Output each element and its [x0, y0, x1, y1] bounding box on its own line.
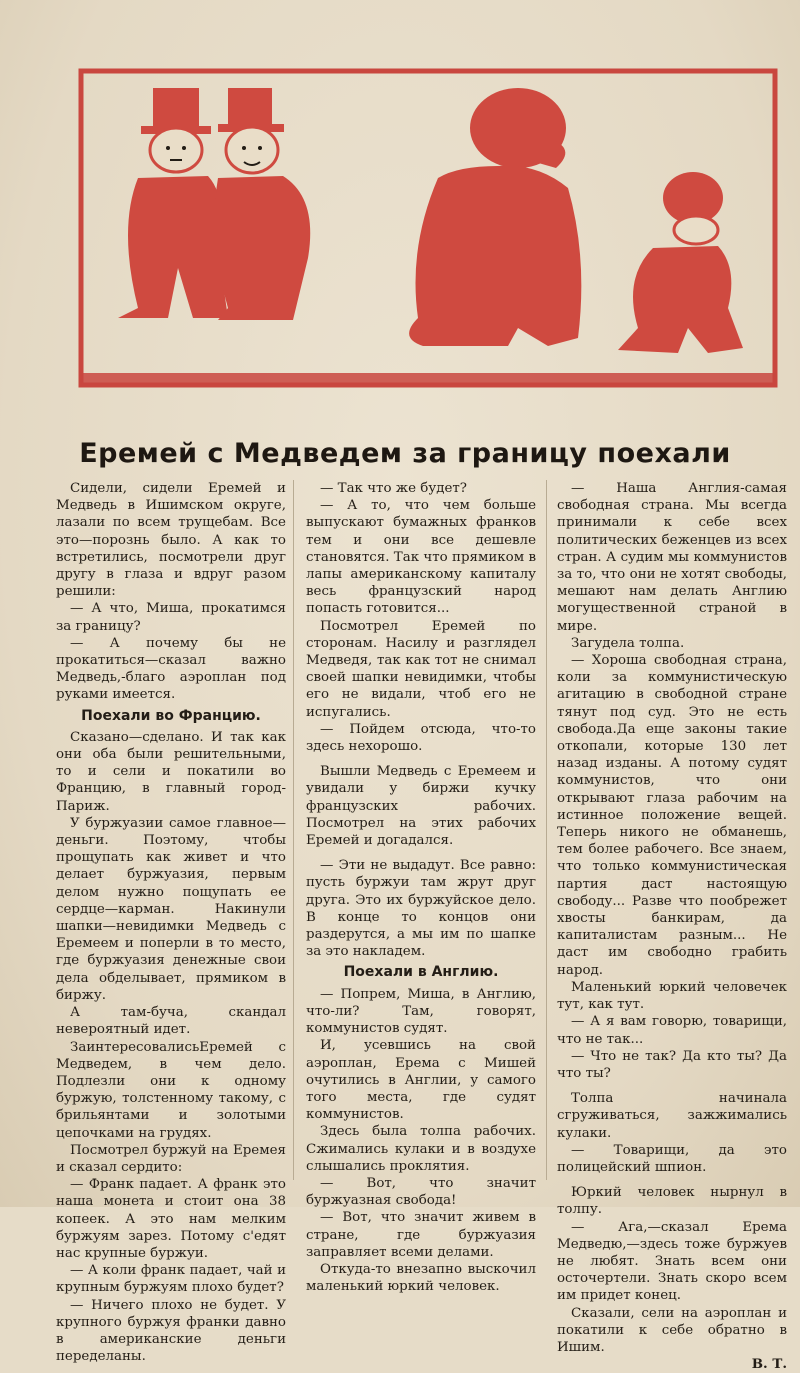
- paragraph: Толпа начинала сгруживаться, зажжимались кулаки.: [557, 1091, 787, 1141]
- illustration-base: [81, 373, 775, 385]
- paragraph: Юркий человек нырнул в толпу.: [557, 1185, 787, 1218]
- paragraph: — Ага,—сказал Ерема Медведю,—здесь тоже буржуев не любят. Знать всем они осточертели. Знать скоро всем им придет конец.: [557, 1219, 787, 1304]
- bourgeois-figure-right: [215, 88, 311, 320]
- illustration-art: [78, 68, 778, 390]
- eremey-figure: [618, 172, 743, 353]
- paragraph: — Вот, что значит буржуазная свобода!: [306, 1175, 536, 1209]
- paragraph: — А коли франк падает, чай и крупным буржуям плохо будет?: [56, 1263, 286, 1296]
- paragraph: Посмотрел буржуй на Еремея и сказал сердито:: [56, 1142, 286, 1175]
- paragraph: — Товарищи, да это полицейский шпион.: [557, 1142, 787, 1175]
- paragraph: Откуда-то внезапно выскочил маленький юркий человек.: [306, 1261, 536, 1295]
- bear-figure: [409, 88, 581, 346]
- paragraph: Здесь была толпа рабочих. Сжимались кулаки и в воздухе слышались проклятия.: [306, 1124, 536, 1174]
- paragraph: — Эти не выдадут. Все равно: пусть буржуи там жрут друг друга. Это их буржуйское дело. В конце то концов они раздерутся, а мы им по шапке за это накладем.: [306, 858, 536, 960]
- bourgeois-figure-left: [118, 88, 228, 318]
- subheading-england: Поехали в Англию.: [343, 964, 499, 981]
- paragraph: Сидели, сидели Еремей и Медведь в Ишимском округе, лазали по всем трущебам. Все это—порознь было. А как то встретились, посмотрели друг другу в глаза и вдруг разом решили:: [56, 481, 286, 600]
- article-headline: Еремей с Медведем за границу поехали: [79, 438, 731, 469]
- paragraph: — Так что же будет?: [320, 481, 467, 496]
- paragraph: — А что, Миша, прокатимся за границу?: [56, 601, 286, 634]
- paragraph: Вышли Медведь с Еремеем и увидали у биржи кучку французских рабочих. Посмотрел на этих рабочих Еремей и догадался.: [306, 764, 536, 849]
- paragraph: — Ничего плохо не будет. У крупного буржуя франки давно в американские деньги переделаны.: [56, 1297, 286, 1365]
- paragraph: Сказано—сделано. И так как они оба были решительными, то и сели и покатили во Францию, в главный город-Париж.: [56, 729, 286, 814]
- column-3: [557, 480, 787, 1373]
- paragraph: — Хороша свободная страна, коли за коммунистическую агитацию в свободной стране тянут под суд. Это не есть свобода.Да еще законы такие откопали, которые 130 лет назад изданы. А потому судят коммунистов, что они открывают глаза рабочим на истинное положение вещей. Теперь никого не обманешь, тем более рабочего. Все знаем, что только коммунистическая партия даст настоящую свободу... Разве что пообрежет хвосты банкирам, да капиталистам разным... Не даст им свободно грабить народ.: [557, 653, 787, 978]
- paragraph: Загудела толпа.: [571, 635, 685, 651]
- paragraph: Сказали, сели на аэроплан и покатили к себе обратно в Ишим.: [557, 1305, 787, 1355]
- paragraph: У буржуазии самое главное—деньги. Поэтому, чтобы прощупать как живет и что делает буржуазия, первым делом нужно пощупать ее сердце—карман. Накинули шапки—невидимки Медведь с Еремеем и поперли в то место, где буржуазия денежные свои дела обделывает, прямиком в биржу.: [56, 815, 286, 1003]
- paragraph: И, усевшись на свой аэроплан, Ерема с Мишей очутились в Англии, у самого того места, где судят коммунистов.: [306, 1038, 536, 1123]
- paragraph: — А я вам говорю, товарищи, что не так...: [557, 1014, 787, 1047]
- author-signature: В. Т.: [751, 1356, 787, 1373]
- paragraph: — А почему бы не прокатиться—сказал важно Медведь,-благо аэроплан под руками имеется.: [56, 635, 286, 703]
- red-woodcut-illustration: [78, 68, 778, 390]
- paragraph: — Франк падает. А франк это наша монета и стоит она 38 копеек. А это нам мелким буржуям зарез. Потому с'едят нас крупные буржуи.: [56, 1177, 286, 1261]
- column-1: [56, 480, 286, 1365]
- paragraph: — А то, что чем больше выпускают бумажных франков тем и они все дешевле становятся. Так что прямиком в лапы американскому капиталу весь французский народ попасть готовится...: [306, 498, 536, 617]
- paragraph: — Вот, что значит живем в стране, где буржуазия заправляет всеми делами.: [306, 1210, 536, 1260]
- paragraph: — Что не так? Да кто ты? Да что ты?: [557, 1048, 787, 1081]
- subheading-france: Поехали во Францию.: [81, 707, 261, 724]
- paragraph: ЗаинтересовалисьЕремей с Медведем, в чем дело. Подлезли они к одному буржую, толстенному такому, с брильянтами и золотыми цепочками на грудях.: [56, 1039, 286, 1141]
- paragraph: — Попрем, Миша, в Англию, что-ли? Там, говорят, коммунистов судят.: [306, 986, 536, 1037]
- paragraph: Посмотрел Еремей по сторонам. Насилу и разглядел Медведя, так как тот не снимал своей шапки невидимки, чтобы его не видали, чтоб его не испугались.: [306, 618, 536, 720]
- paragraph: — Пойдем отсюда, что-то здесь нехорошо.: [306, 721, 536, 755]
- column-2: [306, 480, 536, 1295]
- paragraph: Маленький юркий человечек тут, как тут.: [557, 979, 787, 1013]
- paragraph: А там-буча, скандал невероятный идет.: [56, 1005, 286, 1038]
- column-rule-1: [293, 480, 294, 1180]
- paragraph: — Наша Англия-самая свободная страна. Мы всегда принимали к себе всех политических беженцев из всех стран. А судим мы коммунистов за то, что они не хотят свободы, мешают нам делать Англию могущественной страной в мире.: [557, 481, 787, 634]
- column-rule-2: [546, 480, 547, 1180]
